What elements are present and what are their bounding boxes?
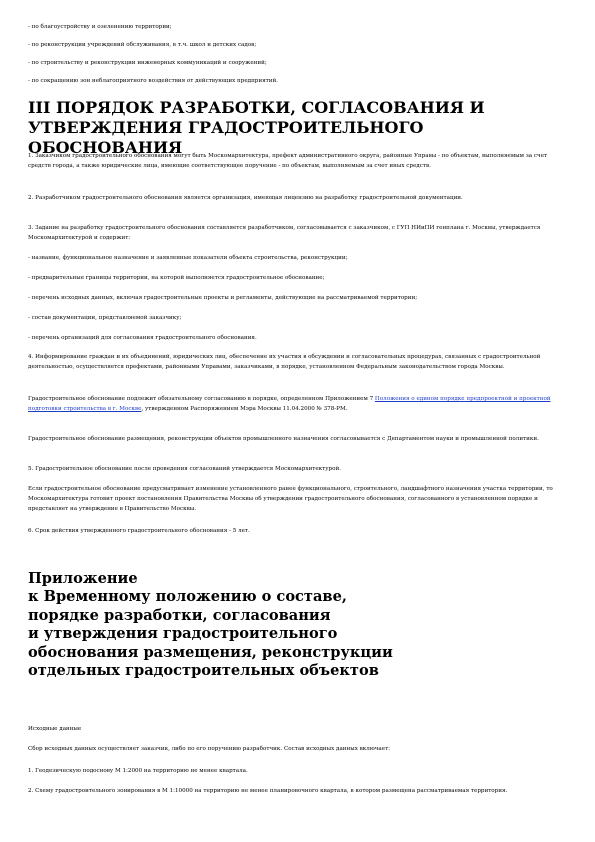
- appendix-title-line: отдельных градостроительных объектов: [28, 662, 379, 680]
- paragraph: 1. Заказчиком градостроительного обоснования могут быть Москомархитектура, префект административного округа, районные Управы - по объектам, выполняемым за счет средств города, а также юридические лица, имеющие соответствующее поручение - по объектам, выполняемым за счет иных средств.: [28, 153, 548, 170]
- appendix-subtitle: Исходные данные: [28, 726, 82, 732]
- appendix-title: [28, 570, 448, 680]
- section-title: [28, 98, 573, 158]
- list-item: - состав документации, представляемой заказчику;: [28, 315, 182, 321]
- paragraph-text: Градостроительное обоснование подлежит обязательному согласованию в порядке, определенном Приложением 7: [28, 396, 375, 402]
- paragraph: 3. Задание на разработку градостроительного обоснования составляется разработчиком, согласовывается с заказчиком, с ГУП НИиПИ генплана г. Москвы, утверждается Москомархитектурой и содержит:: [28, 225, 541, 242]
- section-title-line: III ПОРЯДОК РАЗРАБОТКИ, СОГЛАСОВАНИЯ И: [28, 98, 485, 117]
- appendix-title-line: и утверждения градостроительного: [28, 625, 338, 643]
- appendix-title-line: обоснования размещения, реконструкции: [28, 643, 393, 661]
- appendix-title-line: порядке разработки, согласования: [28, 606, 331, 624]
- paragraph-text: , утвержденном Распоряжением Мэра Москвы 11.04.2000 № 378-РМ.: [141, 406, 348, 413]
- bullet-item: - по сокращению зон неблагоприятного воздействия от действующих предприятий.: [28, 78, 278, 84]
- list-item: - перечень исходных данных, включая градостроительные проекты и регламенты, действующие на рассматриваемой территории;: [28, 295, 418, 301]
- paragraph: Сбор исходных данных осуществляет заказчик, либо по его поручению разработчик. Состав исходных данных включает:: [28, 746, 391, 752]
- list-item: - перечень организаций для согласования градостроительного обоснования.: [28, 335, 257, 341]
- bullet-item: - по благоустройству и озеленению территории;: [28, 24, 172, 30]
- list-item: - название, функциональное назначение и заявленные показатели объекта строительства, реконструкции;: [28, 255, 348, 261]
- appendix-title-line: Приложение: [28, 570, 138, 587]
- section-title-line: УТВЕРЖДЕНИЯ ГРАДОСТРОИТЕЛЬНОГО ОБОСНОВАНИЯ: [28, 118, 424, 157]
- paragraph-with-link: [28, 394, 558, 414]
- paragraph: 6. Срок действия утвержденного градостроительного обоснования - 5 лет.: [28, 528, 250, 534]
- paragraph: Градостроительное обоснование размещения, реконструкции объектов промышленного назначения согласовывается с Департаментом науки и промышленной политики.: [28, 436, 539, 442]
- bullet-item: - по реконструкции учреждений обслуживания, в т.ч. школ и детских садов;: [28, 42, 257, 48]
- regulation-link[interactable]: Положения о едином порядке предпроектной и проектной подготовки строительства в г. Москве: [28, 396, 551, 413]
- appendix-title-line: к Временному положению о составе,: [28, 588, 347, 606]
- paragraph: 4. Информирование граждан и их объединений, юридических лиц, обеспечение их участия в обсуждении и согласовательных процедурах, связанных с градостроительной деятельностью, осуществляется префектами, районными Управами, заказчиками, в порядке, установленном Федеральным законодательством города Москвы.: [28, 354, 541, 371]
- paragraph: 5. Градостроительное обоснование после проведения согласований утверждается Москомархитектурой.: [28, 466, 341, 472]
- paragraph: Если градостроительное обоснование предусматривает изменение установленного ранее функционального, строительного, ландшафтного назначения участка территории, то Москомархитектура готовит проект постановления Правительства Москвы об утверждении градостроительного обоснования, согласованного в установленном порядке и представляет на утверждение в Правительство Москвы.: [28, 486, 553, 513]
- list-item: - предварительные границы территории, на которой выполняется градостроительное обоснование;: [28, 275, 325, 281]
- bullet-item: - по строительству и реконструкции инженерных коммуникаций и сооружений;: [28, 60, 267, 66]
- paragraph: 2. Разработчиком градостроительного обоснования является организация, имеющая лицензию на разработку градостроительной документации.: [28, 195, 463, 201]
- paragraph: 1. Геодезическую подоснову М 1:2000 на территорию не менее квартала.: [28, 768, 248, 774]
- paragraph: 2. Схему градостроительного зонирования в М 1:10000 на территорию не менее планировочного квартала, в котором размещена рассматриваемая территория.: [28, 788, 508, 794]
